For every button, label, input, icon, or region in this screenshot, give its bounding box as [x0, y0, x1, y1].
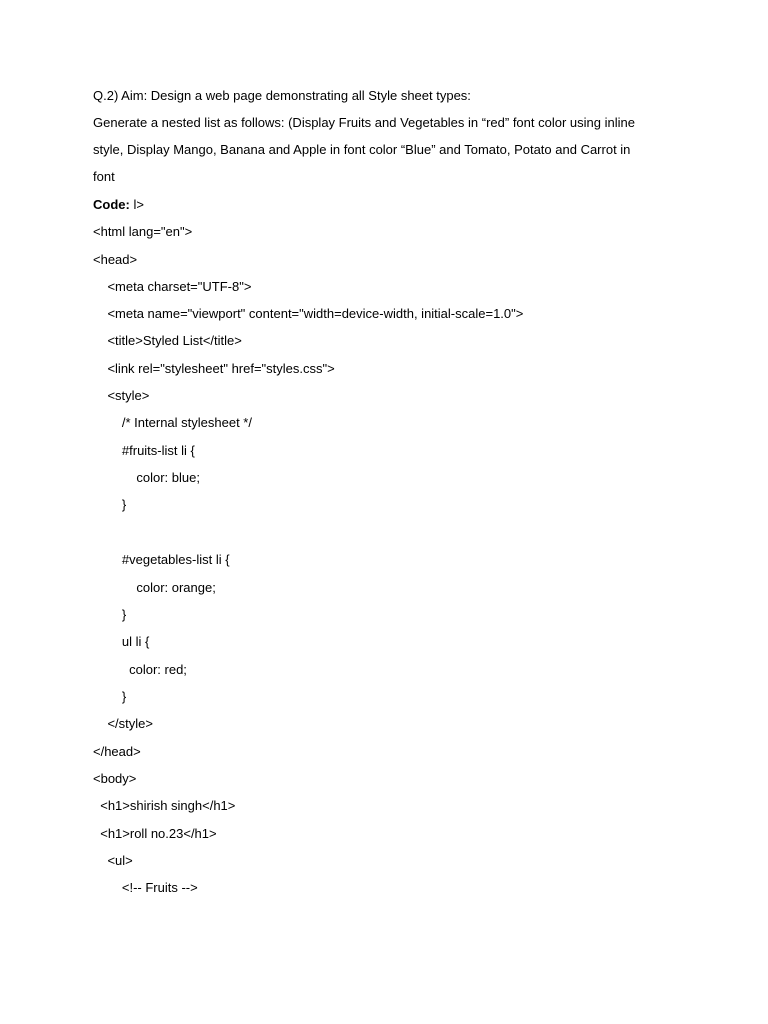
- code-line: color: red;: [93, 662, 187, 677]
- code-line: <title>Styled List</title>: [93, 333, 242, 348]
- code-label-suffix: l>: [129, 197, 144, 212]
- instruction-line-1: Generate a nested list as follows: (Display Fruits and Vegetables in “red” font color using inline: [93, 115, 635, 130]
- instruction-line-3: font: [93, 169, 115, 184]
- code-line: #vegetables-list li {: [93, 552, 230, 567]
- code-line: #fruits-list li {: [93, 443, 195, 458]
- code-line: /* Internal stylesheet */: [93, 415, 252, 430]
- code-line: <ul>: [93, 853, 133, 868]
- code-line: <html lang="en">: [93, 224, 193, 239]
- instruction-line-2: style, Display Mango, Banana and Apple in font color “Blue” and Tomato, Potato and Carrot in: [93, 142, 631, 157]
- code-line: <body>: [93, 771, 137, 786]
- question-heading: Q.2) Aim: Design a web page demonstrating all Style sheet types:: [93, 88, 471, 103]
- code-line: }: [93, 607, 127, 622]
- code-line: ul li {: [93, 634, 150, 649]
- code-label: Code:: [93, 197, 130, 212]
- code-line: <meta charset="UTF-8">: [93, 279, 252, 294]
- code-line: <h1>shirish singh</h1>: [93, 798, 236, 813]
- code-line: <meta name="viewport" content="width=device-width, initial-scale=1.0">: [93, 306, 524, 321]
- code-line: color: blue;: [93, 470, 200, 485]
- code-line: </style>: [93, 716, 153, 731]
- code-line: }: [93, 497, 127, 512]
- code-line: <style>: [93, 388, 150, 403]
- code-line: color: orange;: [93, 580, 216, 595]
- code-line: <link rel="stylesheet" href="styles.css">: [93, 361, 335, 376]
- code-line: <!-- Fruits -->: [93, 880, 198, 895]
- code-label-line: [93, 195, 144, 215]
- code-line: <h1>roll no.23</h1>: [93, 826, 217, 841]
- code-line: </head>: [93, 744, 141, 759]
- code-line: <head>: [93, 252, 138, 267]
- code-line: }: [93, 689, 127, 704]
